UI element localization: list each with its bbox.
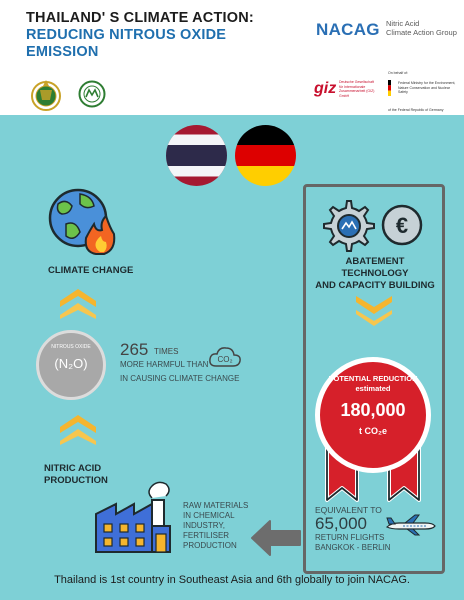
chevron-up-icon — [56, 413, 100, 445]
abatement-label — [313, 256, 437, 292]
ministry-name: Federal Ministry for the Environment, Nature Conservation and Nuclear Safety — [398, 81, 456, 94]
title-line-1: THAILAND' S CLIMATE ACTION: — [26, 10, 254, 26]
abatement-line-1: ABATEMENT TECHNOLOGY — [341, 256, 409, 279]
co2-cloud-text: CO₂ — [217, 355, 233, 364]
nitrous-oxide-formula: (N₂O) — [54, 356, 88, 371]
raw-materials-text — [183, 501, 248, 551]
equivalent-line-2: BANGKOK - BERLIN — [315, 543, 391, 552]
potential-reduction-title: POTENTIAL REDUCTION — [328, 374, 418, 383]
page-title — [26, 10, 254, 61]
on-behalf-label: On behalf of: — [388, 71, 409, 75]
nitric-line-2: PRODUCTION — [44, 475, 108, 486]
thai-agency-seal-icon — [78, 80, 106, 108]
nacag-logo: NACAG — [316, 20, 380, 39]
german-flag-bar-icon — [388, 80, 394, 96]
thai-ministry-seal-icon — [26, 76, 66, 112]
header — [0, 0, 464, 115]
raw-line-1: RAW MATERIALS — [183, 501, 249, 510]
footer-text: Thailand is 1st country in Southeast Asia and 6th globally to join NACAG. — [54, 574, 410, 586]
decision-label: of the Federal Republic of Germany — [388, 108, 444, 112]
raw-line-5: PRODUCTION — [183, 541, 237, 550]
chevron-down-icon — [352, 296, 396, 328]
globe-fire-icon — [44, 184, 124, 258]
equivalent-description — [315, 533, 391, 553]
potential-reduction-value: 180,000 — [340, 400, 406, 420]
equivalent-line-1: RETURN FLIGHTS — [315, 533, 385, 542]
potential-reduction-unit: t CO₂e — [358, 426, 387, 436]
climate-change-cause-text: IN CAUSING CLIMATE CHANGE — [120, 374, 240, 383]
euro-symbol: € — [395, 213, 409, 238]
raw-line-2: IN CHEMICAL — [183, 511, 235, 520]
equivalent-value: 65,000 — [315, 514, 367, 533]
abatement-line-2: AND CAPACITY BUILDING — [315, 280, 435, 291]
equivalent-label: EQUIVALENT TO — [315, 505, 382, 515]
euro-coin-icon — [380, 203, 424, 247]
gear-icon — [318, 198, 376, 256]
nacag-subtitle — [386, 19, 457, 37]
factory-icon — [90, 478, 176, 556]
title-line-2: REDUCING NITROUS OXIDE — [26, 27, 227, 43]
more-harmful-text: MORE HARMFUL THAN — [120, 360, 209, 369]
raw-line-4: FERTILISER — [183, 531, 230, 540]
co2-cloud-icon — [208, 345, 242, 369]
chevron-up-icon — [56, 287, 100, 319]
giz-logo: giz — [314, 80, 337, 97]
title-line-3: EMISSION — [26, 44, 99, 60]
germany-flag-icon — [234, 124, 297, 187]
nacag-line-2: Climate Action Group — [386, 28, 457, 37]
potential-reduction-subtitle: estimated — [355, 384, 391, 393]
times-word: TIMES — [154, 347, 179, 356]
thailand-flag-icon — [165, 124, 228, 187]
nitric-line-1: NITRIC ACID — [44, 463, 102, 474]
raw-line-3: INDUSTRY, — [183, 521, 225, 530]
climate-change-label: CLIMATE CHANGE — [48, 265, 134, 276]
nacag-line-1: Nitric Acid — [386, 19, 420, 28]
nitrous-oxide-label: NITROUS OXIDE — [51, 344, 91, 350]
giz-subtitle: Deutsche Gesellschaft für Internationale Zusammenarbeit (GIZ) GmbH — [339, 80, 375, 98]
airplane-icon — [385, 514, 437, 536]
times-number: 265 — [120, 340, 149, 359]
arrow-left-icon — [250, 519, 302, 557]
